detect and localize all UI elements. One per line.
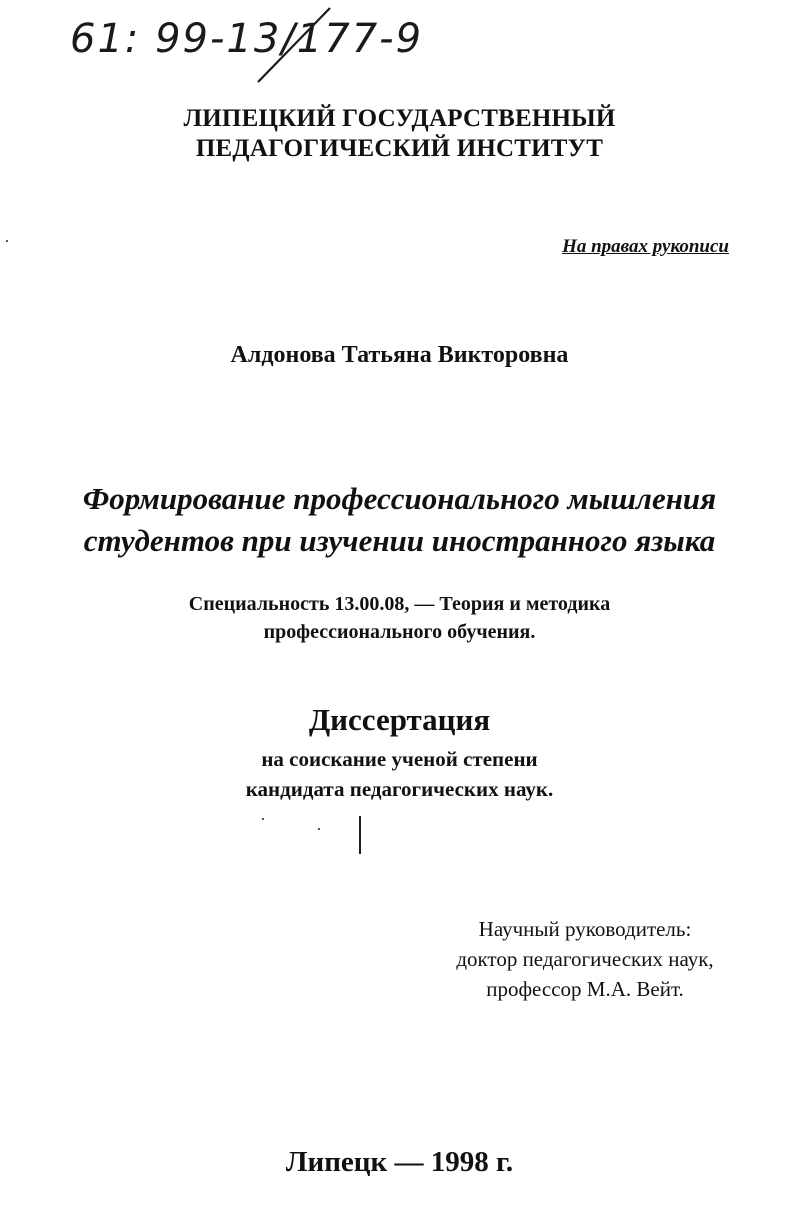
supervisor-line-2: доктор педагогических наук, — [456, 947, 714, 971]
catalog-number-text: 61: 99-13/177-9 — [70, 16, 424, 62]
scientific-supervisor — [420, 914, 750, 1004]
degree-line-1: на соискание ученой степени — [261, 747, 538, 771]
scan-speck — [6, 240, 8, 242]
title-line-2: студентов при изучении иностранного языка — [83, 523, 716, 558]
city-year: Липецк — 1998 г. — [285, 1146, 514, 1178]
scan-mark-line — [359, 816, 361, 854]
supervisor-line-1: Научный руководитель: — [478, 917, 692, 941]
title-line-1: Формирование профессионального мышления — [82, 481, 717, 516]
handwritten-catalog-number — [60, 0, 480, 95]
institute-name — [0, 104, 799, 164]
dissertation-heading: Диссертация — [308, 702, 491, 737]
specialty-line-1: Специальность 13.00.08, — Теория и методика — [188, 593, 611, 615]
dissertation-title — [0, 478, 799, 562]
institute-line-2: ПЕДАГОГИЧЕСКИЙ ИНСТИТУТ — [195, 135, 604, 162]
manuscript-rights-note: На правах рукописи — [562, 236, 729, 257]
specialty — [0, 590, 799, 646]
supervisor-line-3: профессор М.А. Вейт. — [486, 977, 684, 1001]
degree-description — [0, 744, 799, 804]
specialty-line-2: профессионального обучения. — [263, 621, 536, 643]
scan-speck — [262, 818, 264, 820]
degree-line-2: кандидата педагогических наук. — [245, 777, 554, 801]
scan-speck — [318, 828, 320, 830]
institute-line-1: ЛИПЕЦКИЙ ГОСУДАРСТВЕННЫЙ — [183, 105, 616, 132]
author-name: Алдонова Татьяна Викторовна — [230, 342, 569, 368]
